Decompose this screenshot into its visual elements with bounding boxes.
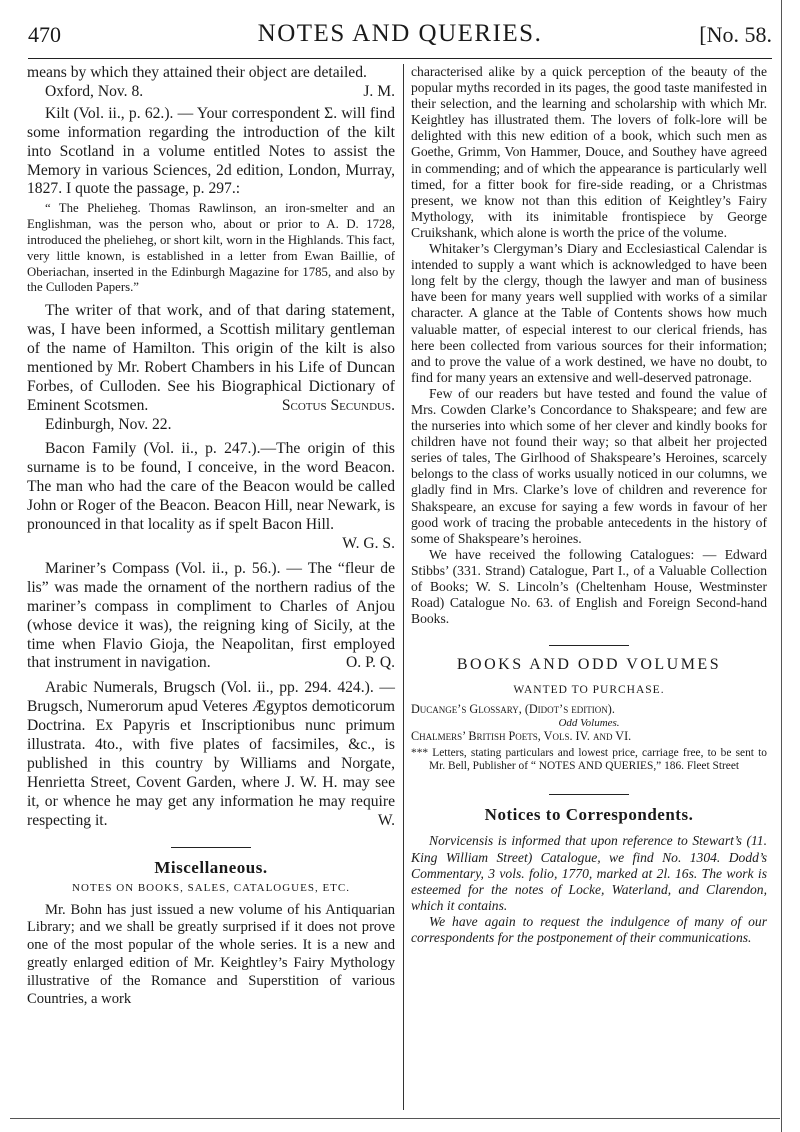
kilt-paragraph-2: The writer of that work, and of that daring statement, was, I have been informed, a Scottish military gentleman of the name of Hamilton. This origin of the kilt is also mentioned by Mr. Robert Chambers in his Life of Duncan Forbes, of Culloden. See his Biographical Dictionary of Eminent Scotsmen. Scotus Secundus. xyxy=(27,302,395,414)
wanted-book-note: Odd Volumes. xyxy=(558,716,620,729)
signature: J. M. xyxy=(363,82,395,100)
bacon-paragraph: Bacon Family (Vol. ii., p. 247.).—The origin of this surname is to be found, I conceive, in the word Beacon. The man who had the care of the Beacon would be called John or Roger of the Beacon. Beacon Hill, near Newark, is pronounced in that locality as if spelt Bacon Hill. xyxy=(27,440,395,534)
bohn-paragraph: Mr. Bohn has just issued a new volume of his Antiquarian Library; and we shall be greatly surprised if it does not prove one of the most popular of the whole series. It is a new and greatly enlarged edition of Mr. Keightley’s Fairy Mythology illustrative of the Romance and Superstition of various Countries, a work xyxy=(27,901,395,1007)
miscellaneous-heading: Miscellaneous. xyxy=(154,857,268,877)
signature: W. G. S. xyxy=(342,535,395,552)
miscellaneous-subheading: NOTES ON BOOKS, SALES, CATALOGUES, ETC. xyxy=(72,881,350,894)
kilt-paragraph: Kilt (Vol. ii., p. 62.). — Your correspondent Σ. will find some information regarding the introduction of the kilt into Scotland in a volume entitled Notes to assist the Memory in various Sciences, 2d edition, London, Murray, 1827. I quote the passage, p. 297.: xyxy=(27,104,395,198)
books-subheading: WANTED TO PURCHASE. xyxy=(513,684,665,697)
page-header xyxy=(28,18,772,59)
clarke-paragraph: Few of our readers but have tested and found the value of Mrs. Cowden Clarke’s Concordance to Shakspeare; and few are the nurseries into which some of her clever and kindly books for children have not found their way; so that albeit her projected series of tales, The Girlhood of Shakspeare’s Heroines, scarcely belongs to the class of works usually noticed in our columns, we gladly find in Mrs. Clarke’s love of children and reverence for Shakspeare, an excuse for saying a few words in favour of her good work of tracing the probable antecedents in the history of some of Shakspeare’s heroines. xyxy=(411,385,767,546)
section-divider xyxy=(549,645,629,646)
left-column xyxy=(27,64,395,1008)
signature: W. xyxy=(377,811,395,829)
wanted-book: Ducange’s Glossary, (Didot’s edition). xyxy=(411,702,615,717)
kilt-quote: “ The Phelieheg. Thomas Rawlinson, an iron-smelter and an Englishman, was the person who, about or prior to A. D. 1728, introduced the phelieheg, or short kilt, worn in the Highlands. This fact, very little known, is established in a letter from Ewan Baillie, of Oberiachan, inserted in the Edinburgh Magazine for 1785, and also by the Culloden Papers.” xyxy=(27,201,395,295)
norvicensis-notice: Norvicensis is informed that upon reference to Stewart’s (11. King William Street) Catalogue, we find No. 1304. Dodd’s Commentary, 3 vols. folio, 1770, marked at 2l. 16s. The work is esteemed for the notes of Locke, Waterland, and Clarendon, which it contains. xyxy=(411,833,767,913)
running-title: NOTES AND QUERIES. xyxy=(257,20,543,47)
issue-number: [No. 58. xyxy=(699,22,772,47)
bottom-rule xyxy=(10,1118,780,1119)
signature: O. P. Q. xyxy=(346,654,395,672)
place-date: Oxford, Nov. 8. xyxy=(45,82,144,100)
mariner-paragraph: Mariner’s Compass (Vol. ii., p. 56.). — The “fleur de lis” was made the ornament of the northern radius of the mariner’s compass in compliment to Charles of Anjou (whose device it was), the reigning king of Sicily, at the time when Flavio Gioja, the Neapolitan, first employed that instrument in navigation. O. P. Q. xyxy=(27,559,395,672)
column-divider xyxy=(403,64,404,1110)
arabic-paragraph: Arabic Numerals, Brugsch (Vol. ii., pp. 294. 424.). — Brugsch, Numerorum apud Veteres Ægyptos demoticorum Doctrina. Ex Papyris et Inscriptionibus nunc primum illustrata. 4to., with five plates of facsimiles, &c., is published in this country by Williams and Norgate, Henrietta Street, Covent Garden, where J. W. H. may see it, or whence he may get any information he may require respecting it. W. xyxy=(27,679,395,829)
catalogues-paragraph: We have received the following Catalogues: — Edward Stibbs’ (331. Strand) Catalogue, Part I., of a Valuable Collection of Books; W. S. Lincoln’s (Cheltenham House, Westminster Road) Catalogue No. 63. of English and Foreign Second-hand Books. xyxy=(411,546,767,627)
books-instructions: *** Letters, stating particulars and lowest price, carriage free, to be sent to Mr. Bell, Publisher of “ NOTES AND QUERIES,” 186. Fleet Street xyxy=(411,747,767,772)
keightley-paragraph: characterised alike by a quick perception of the beauty of the popular myths recorded in its pages, the good taste manifested in their selection, and the learning and scholarship with which Mr. Keightley has illustrated them. The lovers of folk-lore will be delighted with this new edition of a book, which such men as Goethe, Grimm, Von Hammer, Douce, and Southey have agreed in commending; and of which the appearance is particularly well timed, for a fitter book for fire-side reading, or a Christmas present, we know not than this edition of Keightley’s Fairy Mythology, with its inimitable frontispiece by George Cruikshank, which alone is worth the price of the volume. xyxy=(411,64,767,240)
notices-heading: Notices to Correspondents. xyxy=(484,805,694,825)
prev-article-end: means by which they attained their object are detailed. J. M. xyxy=(27,64,395,100)
place-date: Edinburgh, Nov. 22. xyxy=(45,415,172,433)
wanted-book: Chalmers’ British Poets, Vols. IV. and VI. xyxy=(411,728,632,743)
books-heading: BOOKS AND ODD VOLUMES xyxy=(456,656,722,674)
section-divider xyxy=(549,794,629,795)
page-edge-rule xyxy=(781,0,782,1132)
indulgence-notice: We have again to request the indulgence of many of our correspondents for the postponement of their communications. xyxy=(411,913,767,946)
whitaker-paragraph: Whitaker’s Clergyman’s Diary and Ecclesiastical Calendar is intended to supply a want which is acknowledged to have been long felt by the clergy, though the lawyer and man of business have been for many years well supplied with works of a similar character. A glance at the Table of Contents shows how much valuable matter, of especial interest to our clerical friends, has here been collected from various sources for their information; and to prove the value of a work destined, we have no doubt, to find for many years an extensive and well-deserved patronage. xyxy=(411,241,767,385)
signature: Scotus Secundus. xyxy=(281,396,395,414)
page-number: 470 xyxy=(28,22,61,47)
section-divider xyxy=(171,847,251,848)
right-column xyxy=(411,64,767,946)
